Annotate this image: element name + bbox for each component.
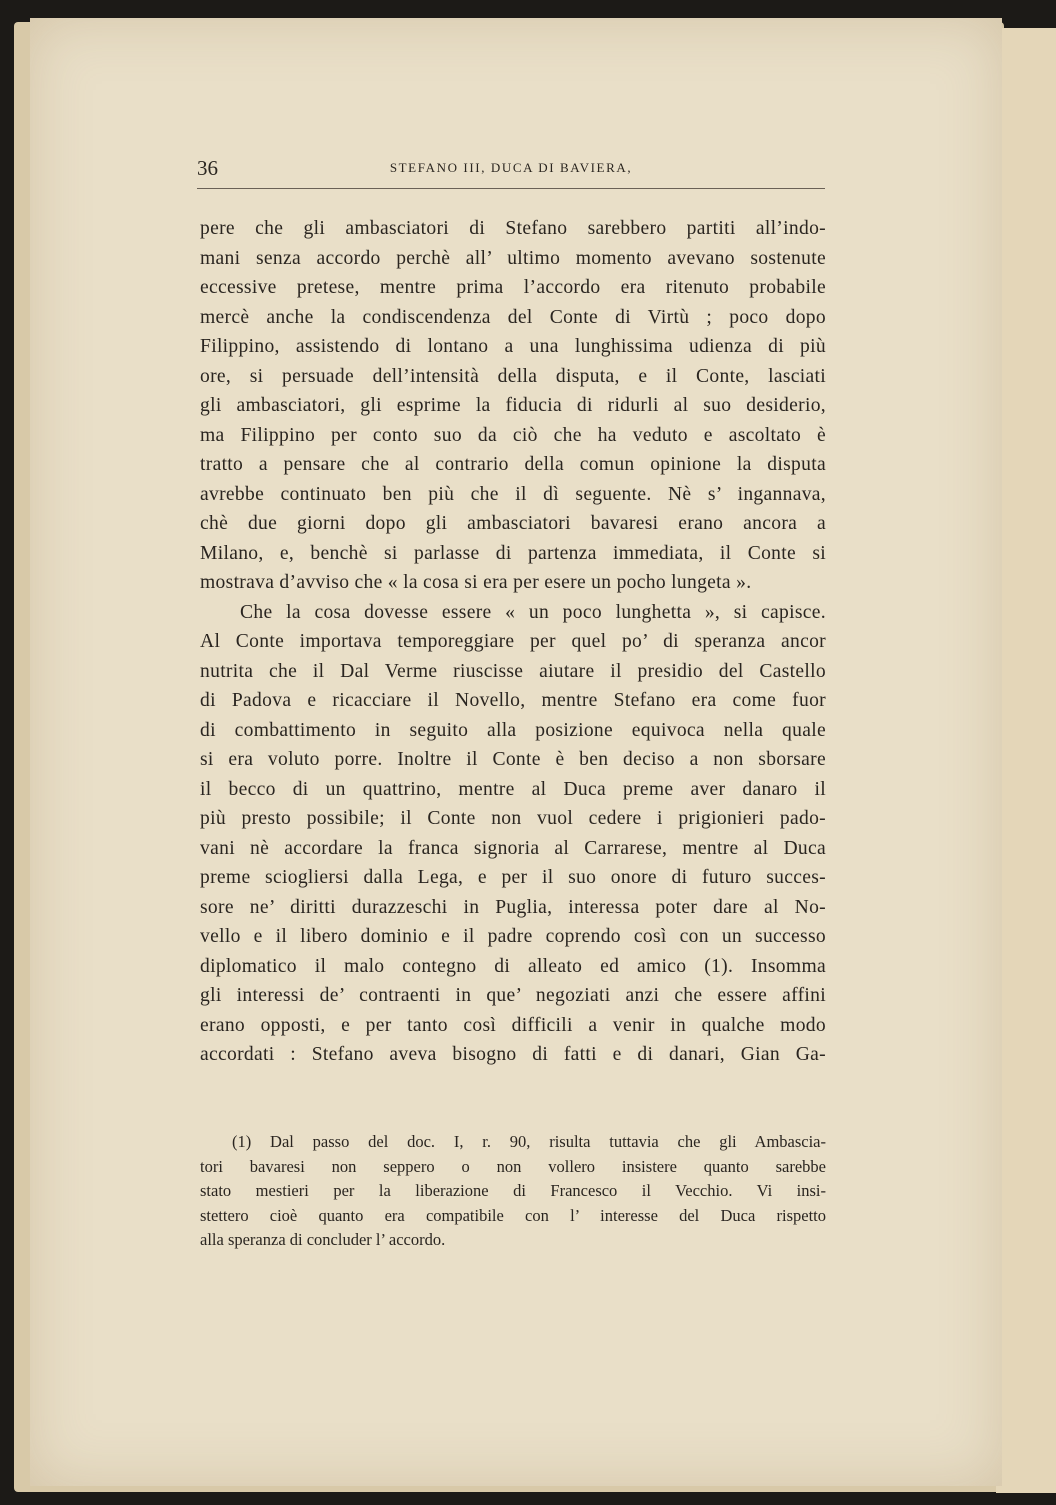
footnote-line: stato mestieri per la liberazione di Francesco il Vecchio. Vi insi- bbox=[200, 1181, 826, 1200]
body-line: il becco di un quattrino, mentre al Duca preme aver danaro il bbox=[200, 778, 826, 800]
body-line: Filippino, assistendo di lontano a una lunghissima udienza di più bbox=[200, 336, 826, 357]
footnote-line: alla speranza di concluder l’ accordo. bbox=[200, 1230, 446, 1249]
body-line: più presto possibile; il Conte non vuol cedere i prigionieri pado- bbox=[200, 808, 826, 829]
body-line: pere che gli ambasciatori di Stefano sarebbero partiti all’indo- bbox=[200, 218, 826, 239]
footnote-line: (1) Dal passo del doc. I, r. 90, risulta tuttavia che gli Ambascia- bbox=[232, 1132, 826, 1151]
footnote-line: stettero cioè quanto era compatibile con l’ interesse del Duca rispetto bbox=[200, 1205, 826, 1225]
page-header bbox=[197, 156, 825, 186]
body-line: chè due giorni dopo gli ambasciatori bavaresi erano ancora a bbox=[200, 513, 826, 534]
body-line: si era voluto porre. Inoltre il Conte è ben deciso a non sborsare bbox=[200, 749, 826, 770]
body-line: avrebbe continuato ben più che il dì seguente. Nè s’ ingannava, bbox=[200, 483, 826, 505]
body-line: mani senza accordo perchè all’ ultimo momento avevano sostenute bbox=[200, 247, 826, 269]
body-line-paragraph-start: Che la cosa dovesse essere « un poco lunghetta », si capisce. bbox=[240, 601, 826, 623]
body-line: Al Conte importava temporeggiare per quel po’ di speranza ancor bbox=[200, 631, 826, 652]
footnotes bbox=[200, 1130, 826, 1253]
body-line: mostrava d’avviso che « la cosa si era per esere un pocho lungeta ». bbox=[200, 572, 752, 593]
body-line: accordati : Stefano aveva bisogno di fatti e di danari, Gian Ga- bbox=[200, 1044, 826, 1065]
footnote-line: tori bavaresi non seppero o non vollero insistere quanto sarebbe bbox=[200, 1156, 826, 1176]
body-line: ma Filippino per conto suo da ciò che ha veduto e ascoltato è bbox=[200, 424, 826, 446]
body-line: diplomatico il malo contegno di alleato ed amico (1). Insomma bbox=[200, 955, 826, 977]
body-line: nutrita che il Dal Verme riuscisse aiutare il presidio del Castello bbox=[200, 660, 826, 682]
body-line: gli ambasciatori, gli esprime la fiducia di ridurli al suo desiderio, bbox=[200, 395, 826, 416]
body-line: vani nè accordare la franca signoria al Carrarese, mentre al Duca bbox=[200, 837, 826, 859]
body-line: di Padova e ricacciare il Novello, mentre Stefano era come fuor bbox=[200, 690, 826, 711]
body-line: Milano, e, benchè si parlasse di partenza immediata, il Conte si bbox=[200, 542, 826, 564]
facing-page-edge bbox=[996, 28, 1056, 1493]
body-line: preme sciogliersi dalla Lega, e per il suo onore di futuro succes- bbox=[200, 867, 826, 888]
body-line: mercè anche la condiscendenza del Conte di Virtù ; poco dopo bbox=[200, 306, 826, 328]
body-line: tratto a pensare che al contrario della comun opinione la disputa bbox=[200, 454, 826, 475]
body-line: erano opposti, e per tanto così difficili a venir in qualche modo bbox=[200, 1014, 826, 1036]
body-line: gli interessi de’ contraenti in que’ negoziati anzi che essere affini bbox=[200, 985, 826, 1006]
header-rule bbox=[197, 188, 825, 189]
body-line: eccessive pretese, mentre prima l’accordo era ritenuto probabile bbox=[200, 277, 826, 298]
body-line: di combattimento in seguito alla posizione equivoca nella quale bbox=[200, 719, 826, 741]
body-line: ore, si persuade dell’intensità della disputa, e il Conte, lasciati bbox=[200, 365, 826, 387]
running-head: STEFANO III, DUCA DI BAVIERA, bbox=[389, 160, 633, 175]
body-text bbox=[200, 214, 826, 1070]
page-number: 36 bbox=[197, 156, 218, 180]
body-line: vello e il libero dominio e il padre coprendo così con un successo bbox=[200, 926, 826, 947]
body-line: sore ne’ diritti durazzeschi in Puglia, interessa poter dare al No- bbox=[200, 896, 826, 918]
